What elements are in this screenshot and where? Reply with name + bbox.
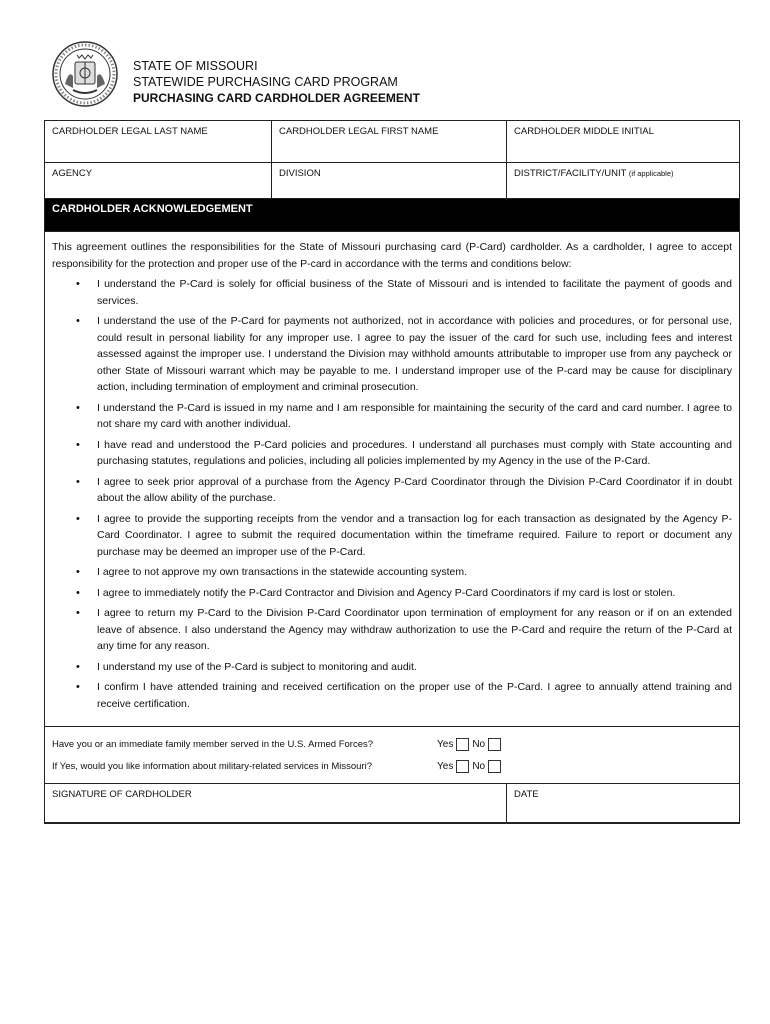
military-question-1-label: Have you or an immediate family member served in the U.S. Armed Forces? [52,739,374,750]
bullet-icon: • [76,315,80,327]
list-item [52,679,732,712]
header-program: STATEWIDE PURCHASING CARD PROGRAM [133,75,398,89]
no-checkbox[interactable] [488,760,501,773]
list-item [52,564,732,581]
list-item [52,605,732,655]
no-label: No [472,761,486,772]
last-name-label: CARDHOLDER LEGAL LAST NAME [52,126,208,137]
yes-checkbox[interactable] [456,738,469,751]
list-item [52,511,732,561]
list-item [52,276,732,309]
bullet-icon: • [76,607,80,619]
list-item [52,313,732,396]
yes-label: Yes [437,761,454,772]
list-item-text: I understand my use of the P-Card is subject to monitoring and audit. [97,660,417,673]
yes-checkbox[interactable] [456,760,469,773]
name-row [45,121,739,163]
list-item [52,400,732,433]
bullet-icon: • [76,660,80,673]
no-label: No [472,739,486,750]
list-item-text: I understand the P-Card is issued in my name and I am responsible for maintaining the security of the card and card number. I agree to not share my card with another individual. [97,401,732,430]
acknowledgement-heading: CARDHOLDER ACKNOWLEDGEMENT [45,199,739,232]
list-item-text: I agree to not approve my own transactions in the statewide accounting system. [97,566,468,578]
first-name-field[interactable] [272,121,507,162]
list-item-text: I agree to immediately notify the P-Card Contractor and Division and Agency P-Card Coordinators if my card is lost or stolen. [97,586,676,599]
list-item [52,474,732,507]
agency-field[interactable] [45,163,272,198]
list-item-text: I confirm I have attended training and received certification on the proper use of the P-Card. I agree to annually attend training and receive certification. [97,681,732,710]
bullet-icon: • [76,475,80,488]
military-question-1-options [437,738,504,751]
acknowledgement-body [45,232,739,727]
middle-initial-field[interactable] [507,121,739,162]
acknowledgement-list [52,276,732,712]
no-checkbox[interactable] [488,738,501,751]
signature-row [45,784,739,822]
signature-label: SIGNATURE OF CARDHOLDER [52,789,192,800]
bullet-icon: • [76,681,80,693]
agreement-form [44,120,740,824]
signature-field[interactable] [45,784,507,822]
military-question-2 [52,757,739,779]
division-label: DIVISION [279,168,321,179]
first-name-label: CARDHOLDER LEGAL FIRST NAME [279,126,439,137]
district-field[interactable] [507,163,739,198]
missouri-state-seal-icon [51,40,119,108]
bullet-icon: • [76,586,80,599]
bullet-icon: • [76,401,80,414]
list-item-text: I understand the use of the P-Card for payments not authorized, not in accordance with policies and procedures, or for personal use, could result in personal liability for any improper use. I agree to pay the issuer of the card for such use, including fees and interest assessed against the improper use. I understand the Division may withhold amounts attributable to improper use from any paycheck or other State of Missouri warrant which may be payable to me. I understand improper use of the P-card may be cause for disciplinary action, including termination of employment and criminal prosecution. [97,315,732,393]
bullet-icon: • [76,566,80,578]
yes-label: Yes [437,739,454,750]
district-note: (if applicable) [628,169,674,178]
form-title: PURCHASING CARD CARDHOLDER AGREEMENT [133,91,420,105]
military-question-1 [52,735,739,757]
agency-label: AGENCY [52,168,93,179]
agency-row [45,163,739,199]
military-question-2-options [437,760,504,773]
date-field[interactable] [507,784,739,822]
header-state: STATE OF MISSOURI [133,59,258,73]
date-label: DATE [514,789,539,800]
list-item-text: I understand the P-Card is solely for official business of the State of Missouri and is intended to facilitate the payment of goods and services. [97,278,732,307]
acknowledgement-intro: This agreement outlines the responsibilities for the State of Missouri purchasing card (P-Card) cardholder. As a cardholder, I agree to accept responsibility for the protection and proper use of the P-card in accordance with the terms and conditions below: [52,241,732,270]
last-name-field[interactable] [45,121,272,162]
military-section [45,727,739,784]
division-field[interactable] [272,163,507,198]
military-question-2-label: If Yes, would you like information about military-related services in Missouri? [52,761,372,772]
list-item-text: I agree to seek prior approval of a purchase from the Agency P-Card Coordinator through the Division P-Card Coordinator if in doubt about the allow ability of the purchase. [97,475,732,504]
list-item-text: I agree to provide the supporting receipts from the vendor and a transaction log for each transaction as designated by the Agency P-Card Coordinator. I agree to submit the required documentation within the timeframe required. Failure to report or document any purchase may be deemed an improper use of the P-Card. [97,512,732,558]
list-item-text: I have read and understood the P-Card policies and procedures. I understand all purchases must comply with State accounting and purchasing statutes, regulations and policies, including all policies implemented by my Agency in the use of the P-Card. [97,438,732,467]
form-header [133,58,420,106]
middle-initial-label: CARDHOLDER MIDDLE INITIAL [514,126,654,137]
bullet-icon: • [76,278,80,290]
list-item [52,585,732,602]
list-item [52,659,732,676]
bullet-icon: • [76,438,80,451]
bullet-icon: • [76,512,80,525]
district-label: DISTRICT/FACILITY/UNIT [514,168,627,179]
list-item-text: I agree to return my P-Card to the Division P-Card Coordinator upon termination of employment for any reason or if on an extended leave of absence. I also understand the Agency may withdraw authorization to use the P-Card and require the return of the P-Card at any time for any reason. [97,607,732,652]
list-item [52,437,732,470]
